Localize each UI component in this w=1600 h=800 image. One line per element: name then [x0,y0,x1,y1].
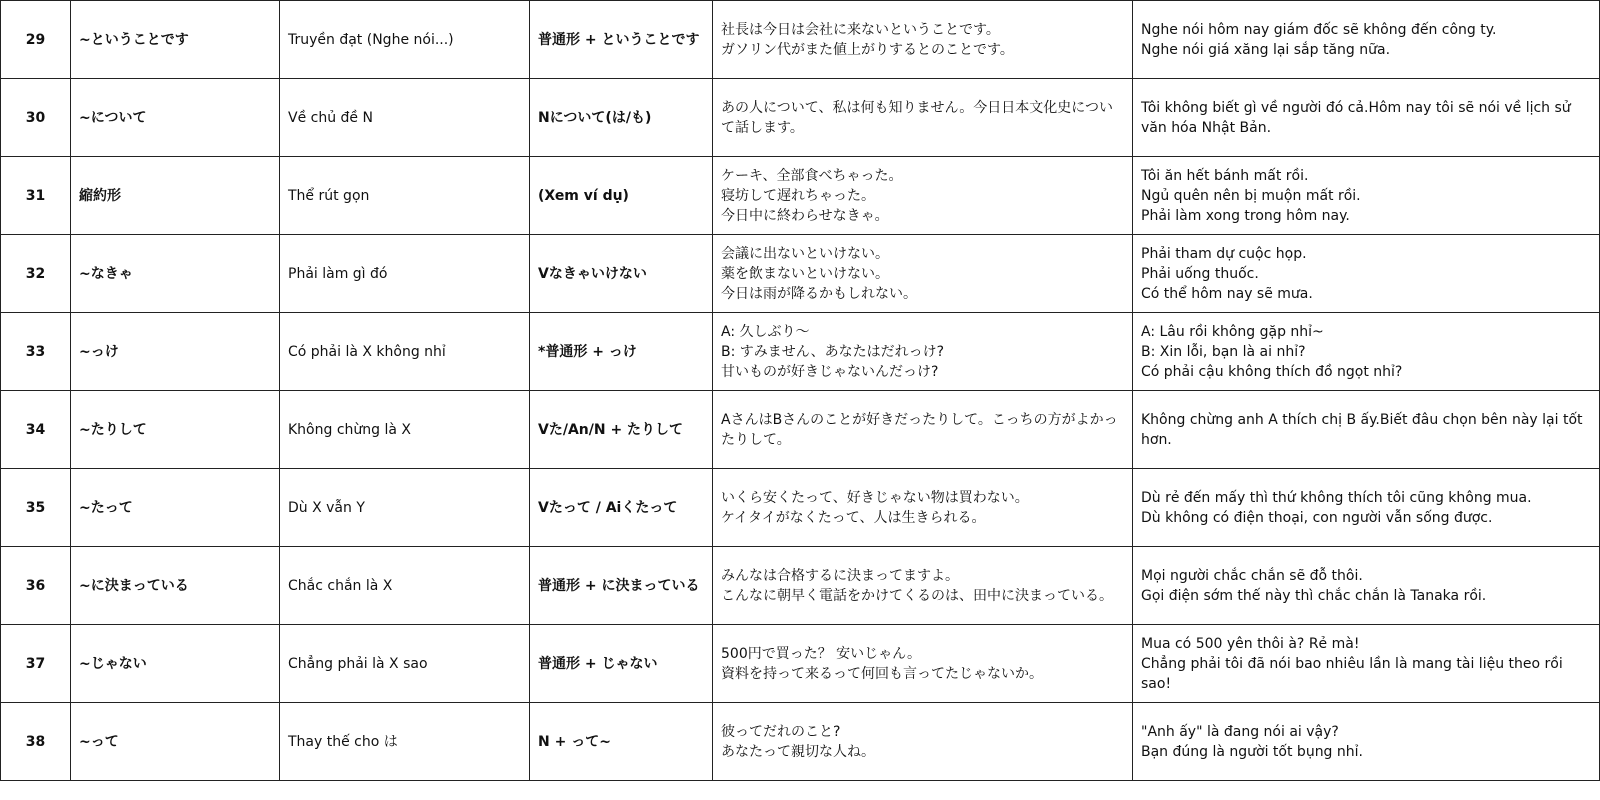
example-line: 資料を持って来るって何回も言ってたじゃないか。 [721,665,1043,682]
table-row [1,79,1600,157]
translation-sentences [1133,313,1600,391]
translation-line: Chẳng phải tôi đã nói bao nhiêu lần là mang tài liệu theo rồi sao! [1141,655,1563,692]
translation-line: Có thể hôm nay sẽ mưa. [1141,285,1313,302]
example-sentences [713,703,1133,781]
translation-sentences [1133,157,1600,235]
example-sentences [713,391,1133,469]
example-line: こんなに朝早く電話をかけてくるのは、田中に決まっている。 [721,587,1113,604]
example-line: 今日中に終わらせなきゃ。 [721,207,889,224]
grammar-table-body [1,1,1600,781]
pattern-meaning: Về chủ đề N [280,79,530,157]
row-number: 30 [1,79,71,157]
row-number: 34 [1,391,71,469]
example-line: 会議に出ないといけない。 [721,245,889,262]
grammar-pattern: ~に決まっている [71,547,280,625]
translation-line: Dù không có điện thoại, con người vẫn sống được. [1141,509,1493,526]
translation-line: Ngủ quên nên bị muộn mất rồi. [1141,187,1361,204]
grammar-pattern: ~っけ [71,313,280,391]
example-line: あなたって親切な人ね。 [721,743,875,760]
grammar-pattern: ~たりして [71,391,280,469]
grammar-pattern: ~について [71,79,280,157]
pattern-form: Vた/An/N + たりして [530,391,713,469]
grammar-pattern: 縮約形 [71,157,280,235]
translation-line: Tôi không biết gì về người đó cả.Hôm nay tôi sẽ nói về lịch sử văn hóa Nhật Bản. [1141,99,1571,136]
translation-line: Bạn đúng là người tốt bụng nhỉ. [1141,743,1363,760]
translation-sentences [1133,547,1600,625]
example-line: いくら安くたって、好きじゃない物は買わない。 [721,489,1029,506]
pattern-form: 普通形 + ということです [530,1,713,79]
example-line: 今日は雨が降るかもしれない。 [721,285,917,302]
translation-sentences [1133,703,1600,781]
table-row [1,391,1600,469]
grammar-pattern: ~たって [71,469,280,547]
translation-line: Tôi ăn hết bánh mất rồi. [1141,167,1309,184]
translation-sentences [1133,235,1600,313]
row-number: 29 [1,1,71,79]
translation-line: Nghe nói hôm nay giám đốc sẽ không đến công ty. [1141,21,1497,38]
translation-line: Phải tham dự cuộc họp. [1141,245,1307,262]
pattern-form: (Xem ví dụ) [530,157,713,235]
translation-line: B: Xin lỗi, bạn là ai nhỉ? [1141,343,1306,360]
pattern-form: Nについて(は/も) [530,79,713,157]
pattern-meaning: Chẳng phải là X sao [280,625,530,703]
example-sentences [713,313,1133,391]
row-number: 31 [1,157,71,235]
grammar-pattern: ~なきゃ [71,235,280,313]
table-row [1,235,1600,313]
pattern-meaning: Thể rút gọn [280,157,530,235]
grammar-pattern: ~じゃない [71,625,280,703]
grammar-pattern: ~ということです [71,1,280,79]
example-sentences [713,547,1133,625]
translation-sentences [1133,625,1600,703]
pattern-form: N + って~ [530,703,713,781]
example-sentences [713,469,1133,547]
table-row [1,625,1600,703]
row-number: 33 [1,313,71,391]
pattern-meaning: Không chừng là X [280,391,530,469]
row-number: 32 [1,235,71,313]
row-number: 35 [1,469,71,547]
row-number: 36 [1,547,71,625]
example-sentences [713,1,1133,79]
table-row [1,469,1600,547]
example-line: 社長は今日は会社に来ないということです。 [721,21,1000,38]
pattern-meaning: Phải làm gì đó [280,235,530,313]
translation-line: Mua có 500 yên thôi à? Rẻ mà! [1141,635,1360,652]
translation-sentences [1133,1,1600,79]
translation-line: A: Lâu rồi không gặp nhỉ~ [1141,323,1324,340]
example-line: 薬を飲まないといけない。 [721,265,889,282]
pattern-form: 普通形 + じゃない [530,625,713,703]
table-row [1,547,1600,625]
pattern-meaning: Có phải là X không nhỉ [280,313,530,391]
example-line: ケーキ、全部食べちゃった。 [721,167,903,184]
row-number: 37 [1,625,71,703]
pattern-form: *普通形 + っけ [530,313,713,391]
pattern-form: 普通形 + に決まっている [530,547,713,625]
pattern-meaning: Chắc chắn là X [280,547,530,625]
translation-line: "Anh ấy" là đang nói ai vậy? [1141,723,1339,740]
row-number: 38 [1,703,71,781]
translation-line: Gọi điện sớm thế này thì chắc chắn là Tanaka rồi. [1141,587,1487,604]
example-line: 寝坊して遅れちゃった。 [721,187,875,204]
pattern-meaning: Dù X vẫn Y [280,469,530,547]
translation-line: Mọi người chắc chắn sẽ đỗ thôi. [1141,567,1363,584]
translation-line: Phải uống thuốc. [1141,265,1259,282]
example-sentences [713,625,1133,703]
translation-line: Dù rẻ đến mấy thì thứ không thích tôi cũng không mua. [1141,489,1532,506]
example-line: 彼ってだれのこと? [721,723,841,740]
translation-sentences [1133,79,1600,157]
grammar-pattern: ~って [71,703,280,781]
example-line: AさんはBさんのことが好きだったりして。こっちの方がよかったりして。 [721,411,1118,448]
example-sentences [713,79,1133,157]
table-row [1,703,1600,781]
translation-line: Có phải cậu không thích đồ ngọt nhỉ? [1141,363,1403,380]
example-line: 甘いものが好きじゃないんだっけ? [721,363,939,380]
translation-line: Phải làm xong trong hôm nay. [1141,207,1350,224]
example-line: B: すみません、あなたはだれっけ? [721,343,945,360]
example-line: ケイタイがなくたって、人は生きられる。 [721,509,986,526]
example-sentences [713,235,1133,313]
example-line: A: 久しぶり〜 [721,323,810,340]
table-row [1,1,1600,79]
example-line: あの人について、私は何も知りません。今日日本文化史について話します。 [721,99,1113,136]
pattern-form: Vたって / Aiくたって [530,469,713,547]
translation-line: Nghe nói giá xăng lại sắp tăng nữa. [1141,41,1391,58]
translation-line: Không chừng anh A thích chị B ấy.Biết đâu chọn bên này lại tốt hơn. [1141,411,1583,448]
example-sentences [713,157,1133,235]
pattern-meaning: Thay thế cho は [280,703,530,781]
translation-sentences [1133,391,1600,469]
translation-sentences [1133,469,1600,547]
pattern-meaning: Truyền đạt (Nghe nói...) [280,1,530,79]
example-line: ガソリン代がまた値上がりするとのことです。 [721,41,1014,58]
table-row [1,157,1600,235]
table-row [1,313,1600,391]
example-line: みんなは合格するに決まってますよ。 [721,567,959,584]
pattern-form: Vなきゃいけない [530,235,713,313]
example-line: 500円で買った？ 安いじゃん。 [721,645,922,662]
